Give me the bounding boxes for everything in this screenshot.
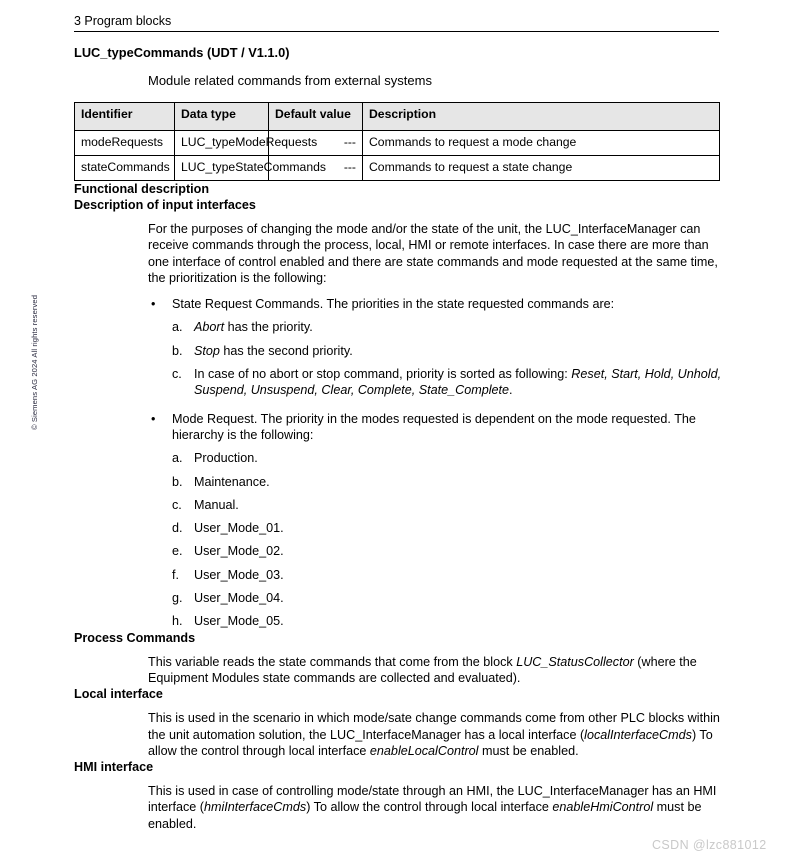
list-marker: h. [172,614,183,629]
page-header [74,14,719,32]
list-item-text: User_Mode_02. [194,544,284,559]
priority-list [74,296,722,629]
table-row [75,131,720,156]
local-interface-part3: must be enabled. [478,743,579,758]
table-row [75,156,720,181]
cell-default-value: --- [269,131,363,156]
section-heading-description-of-input-interfaces: Description of input interfaces [74,198,256,212]
page-title: LUC_typeCommands (UDT / V1.1.0) [74,45,290,60]
document-content [74,45,722,832]
side-copyright-notice: © Siemens AG 2024 All rights reserved [30,294,39,430]
list-item [172,567,722,583]
input-interfaces-intro-paragraph: For the purposes of changing the mode and/or the state of the unit, the LUC_InterfaceManager can receive commands through the process, local, HMI or remote interfaces. In case there are more than one interface of control enabled and there are state commands and mode requested at the same time, the prioritization is the following: [148,222,718,285]
emphasis-term: Reset, Start, Hold, Unhold, Suspend, Unsuspend, Clear, Complete, State_Complete [194,367,722,398]
header-chapter-title: 3 Program blocks [74,14,172,28]
emphasis-term-enable-hmi-control: enableHmiControl [552,800,654,815]
column-header-default-value: Default value [269,103,363,131]
bullet-dot-icon: • [151,297,156,312]
list-item-tail: . [509,383,513,398]
emphasis-term-enable-local-control: enableLocalControl [369,743,479,758]
column-header-data-type: Data type [175,103,269,131]
list-item-text: Production. [194,451,258,466]
process-commands-paragraph [148,654,722,687]
emphasis-term: Stop [194,343,220,358]
list-marker: c. [172,497,182,512]
list-marker: a. [172,320,183,335]
section-heading-hmi-interface: HMI interface [74,760,154,775]
cell-identifier: modeRequests [75,131,175,156]
list-item [172,366,722,399]
section-heading-process-commands: Process Commands [74,630,196,645]
block-subtitle: Module related commands from external systems [148,73,432,88]
list-item-text [194,367,721,397]
list-item [172,474,722,490]
list-item [172,520,722,536]
list-item-text [194,320,313,334]
list-marker: d. [172,521,183,536]
watermark: CSDN @lzc881012 [652,838,767,852]
list-item-lead: In case of no abort or stop command, priority is sorted as following: [194,367,572,382]
cell-identifier: stateCommands [75,156,175,181]
process-commands-lead: This variable reads the state commands that come from the block [148,654,517,669]
udt-members-table [74,102,720,181]
emphasis-term: Abort [194,320,225,335]
list-marker: f. [172,567,179,582]
process-commands-tail: (where the Equipment Modules state commands are collected and evaluated). [148,654,697,685]
bullet-item-mode-request [151,411,722,444]
section-heading-functional-description: Functional description [74,182,210,196]
column-header-identifier: Identifier [75,103,175,131]
list-marker: b. [172,474,183,489]
list-item-text: User_Mode_01. [194,521,284,536]
bullet-dot-icon: • [151,411,156,426]
hmi-interface-part1: This is used in case of controlling mode/state through an HMI, the LUC_InterfaceManager has an HMI interface ( [148,784,717,815]
list-item [172,543,722,559]
list-marker: e. [172,544,183,559]
cell-data-type: LUC_typeStateCommands [175,156,269,181]
list-item [172,450,722,466]
emphasis-term-local-cmds: localInterfaceCmds [584,727,692,742]
list-item [172,319,722,335]
bullet-item-state-request [151,296,722,312]
cell-description: Commands to request a mode change [363,131,720,156]
hmi-interface-part3: must be enabled. [148,800,702,831]
list-item [172,497,722,513]
list-item-text-after: has the second priority. [219,343,353,358]
list-marker: g. [172,591,183,606]
hmi-interface-part2: ) To allow the control through local interface [306,800,553,815]
section-heading-local-interface: Local interface [74,687,163,702]
cell-description: Commands to request a state change [363,156,720,181]
cell-default-value: --- [269,156,363,181]
list-marker: b. [172,343,183,358]
emphasis-term-hmi-cmds: hmiInterfaceCmds [204,800,307,815]
table-header-row [75,103,720,131]
bullet-item-mode-request-label: Mode Request. The priority in the modes requested is dependent on the mode requested. The hierarchy is the following: [172,411,696,442]
list-item-text-after: has the priority. [224,320,313,335]
column-header-description: Description [363,103,720,131]
list-marker: a. [172,451,183,466]
list-item-text: User_Mode_03. [194,567,284,582]
header-rule [74,31,719,32]
list-marker: c. [172,367,182,382]
list-item-text: Maintenance. [194,474,270,489]
list-item [172,343,722,359]
local-interface-paragraph [148,710,722,759]
bullet-item-state-request-label: State Request Commands. The priorities in the state requested commands are: [172,297,615,312]
list-item-text: User_Mode_05. [194,614,284,629]
local-interface-part2: ) To allow the control through local interface [148,727,713,758]
list-item-text [194,344,353,358]
list-item-text: Manual. [194,497,239,512]
list-item [172,590,722,606]
local-interface-part1: This is used in the scenario in which mode/sate change commands come from other PLC blocks within the unit automation solution, the LUC_InterfaceManager has a local interface ( [148,711,720,742]
cell-data-type: LUC_typeModeRequests [175,131,269,156]
list-item [172,613,722,629]
emphasis-term: LUC_StatusCollector [516,654,634,669]
hmi-interface-paragraph [148,783,722,832]
list-item-text: User_Mode_04. [194,591,284,606]
